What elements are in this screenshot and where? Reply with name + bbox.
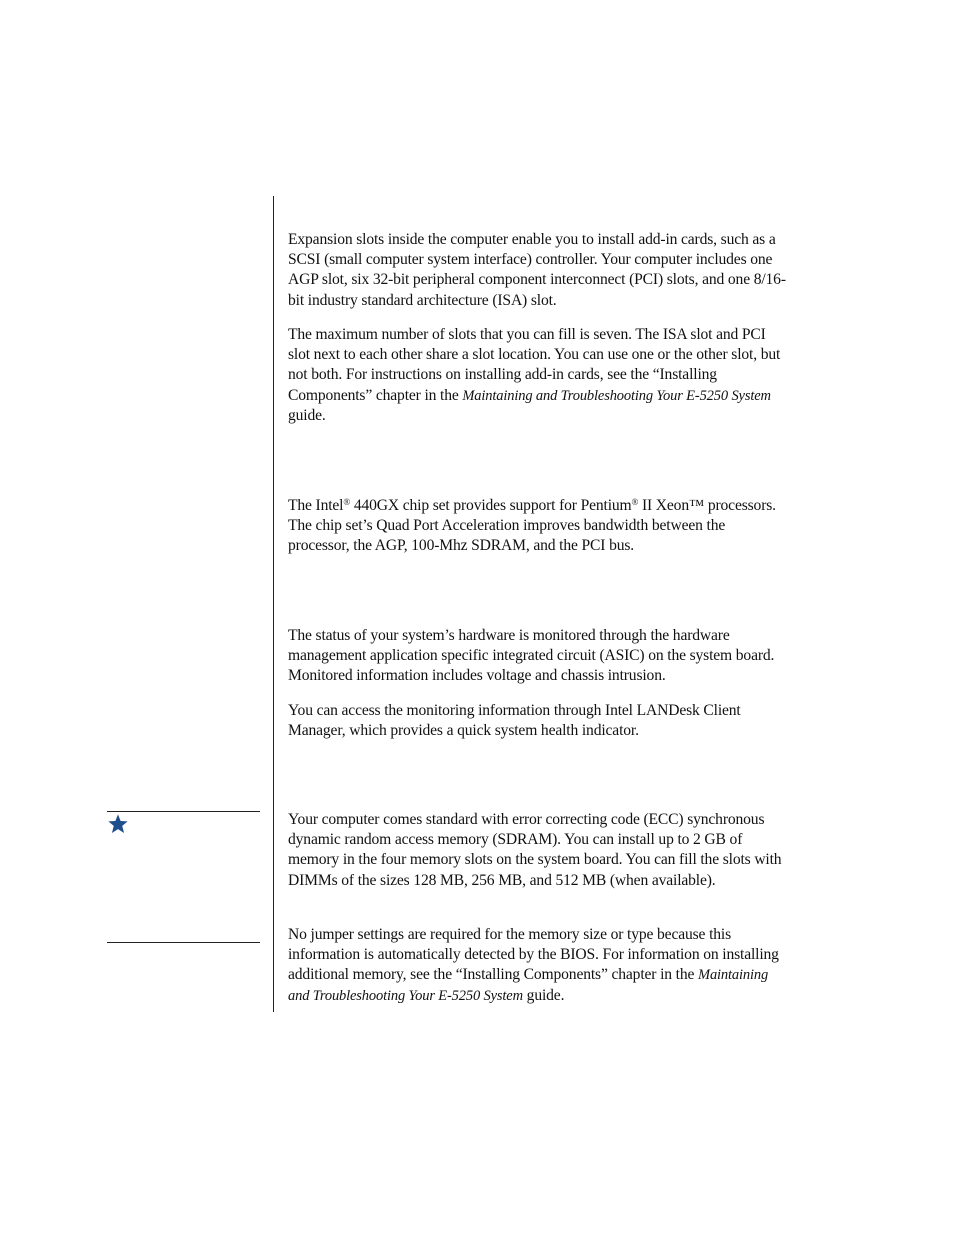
memory-paragraph-2	[288, 925, 788, 1006]
note-top-rule	[107, 811, 260, 812]
paragraph-text: guide.	[288, 406, 326, 424]
paragraph-text: guide.	[522, 986, 565, 1004]
monitoring-paragraph-1	[288, 626, 788, 687]
expansion-slots-paragraph-1	[288, 230, 788, 311]
paragraph-text: 440GX chip set provides support for Pentium	[350, 497, 632, 514]
paragraph-text: Expansion slots inside the computer enable you to install add-in cards, such as a SCSI (small computer system interface) controller. Your computer includes one AGP slot, six 32-bit peripheral component interconnect (PCI) slots, and one 8/16-bit industry standard architecture (ISA) slot.	[288, 231, 786, 309]
paragraph-text: The status of your system’s hardware is monitored through the hardware management application specific integrated circuit (ASIC) on the system board. Monitored information includes voltage and chassis intrusion.	[288, 627, 775, 685]
paragraph-text: The Intel	[288, 497, 344, 514]
paragraph-text: You can access the monitoring information through Intel LANDesk Client Manager, which provides a quick system health indicator.	[288, 702, 741, 740]
registered-mark: ®	[343, 497, 351, 507]
paragraph-text: Your computer comes standard with error correcting code (ECC) synchronous dynamic random access memory (SDRAM). You can install up to 2 GB of memory in the four memory slots on the system board. You can fill the slots with DIMMs of the sizes 128 MB, 256 MB, and 512 MB (when available).	[288, 811, 782, 889]
expansion-slots-paragraph-2	[288, 325, 788, 426]
note-bottom-rule	[107, 942, 260, 943]
paragraph-text: No jumper settings are required for the memory size or type because this information is automatically detected by the BIOS. For information on installing additional memory, see the “Installing Components” chapter in the	[288, 926, 779, 984]
memory-paragraph-1	[288, 810, 788, 891]
paragraph-text: The maximum number of slots that you can fill is seven. The ISA slot and PCI slot next to each other share a slot location. You can use one or the other slot, but not both. For instructions on installing add-in cards, see the “Installing Components” chapter in the	[288, 326, 781, 404]
paragraph-text: II Xeon™ processors. The chip set’s Quad Port Acceleration improves bandwidth between the processor, the AGP, 100-Mhz SDRAM, and the PCI bus.	[288, 497, 776, 555]
column-divider	[273, 196, 274, 1012]
chipset-paragraph	[288, 496, 788, 557]
guide-title: Maintaining and Troubleshooting Your E-5250 System	[288, 967, 769, 1004]
monitoring-paragraph-2	[288, 701, 788, 741]
guide-title: Maintaining and Troubleshooting Your E-5250 System	[462, 387, 771, 404]
registered-mark: ®	[631, 497, 639, 507]
star-icon	[107, 813, 129, 835]
